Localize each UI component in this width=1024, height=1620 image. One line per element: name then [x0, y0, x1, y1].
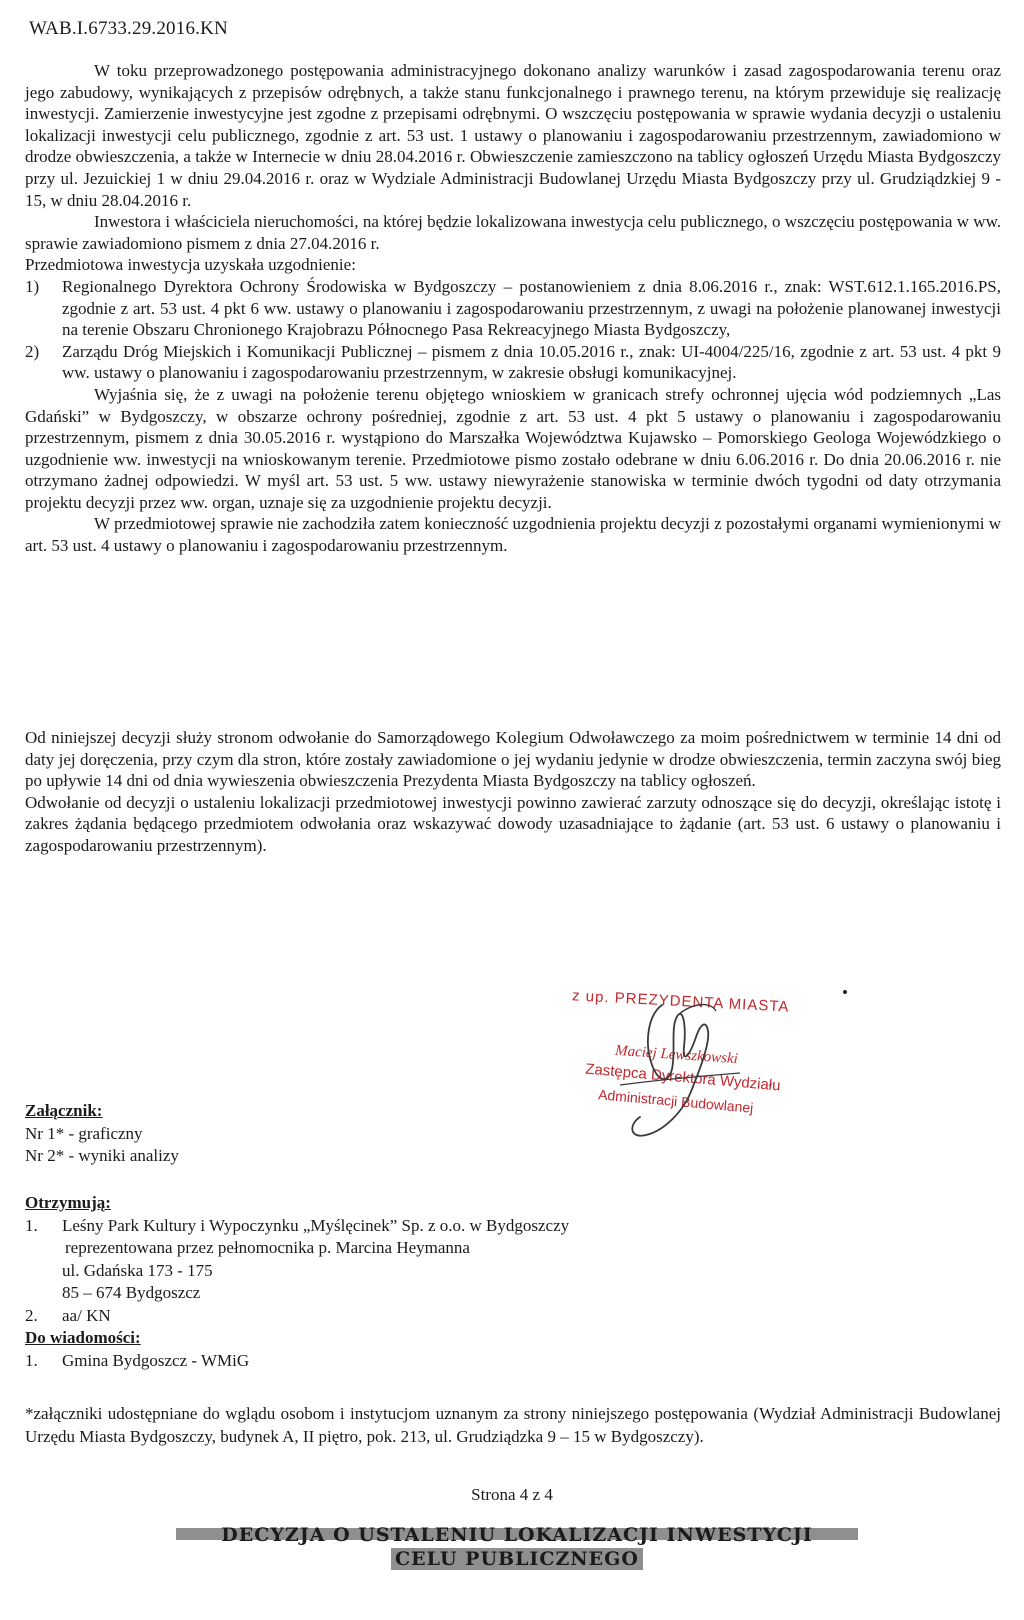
recipients-heading: Otrzymują: — [25, 1193, 111, 1212]
justification-block — [25, 60, 1001, 557]
paragraph-appeal-right: Od niniejszej decyzji służy stronom odwołanie do Samorządowego Kolegium Odwoławczego za moim pośrednictwem w terminie 14 dni od daty jej doręczenia, przy czym dla stron, które zostały zawiadomione o jej wydaniu jedynie w drodze obwieszczenia, termin zaczyna swój bieg po upływie 14 dni od dnia wywieszenia obwieszczenia Prezydenta Miasta Bydgoszczy na tablicy ogłoszeń. — [25, 728, 1001, 791]
appeal-block — [25, 727, 1001, 857]
paragraph-analysis: W toku przeprowadzonego postępowania administracyjnego dokonano analizy warunków i zasad zagospodarowania terenu oraz jego zabudowy, wynikających z przepisów odrębnych, a także stanu funkcjonalnego i prawnego terenu, na którym przewiduje się realizację inwestycji. Zamierzenie inwestycyjne jest zgodne z przepisami odrębnymi. O wszczęciu postępowania w sprawie wydania decyzji o ustaleniu lokalizacji inwestycji celu publicznego, zgodnie z art. 53 ust. 1 ustawy o planowaniu i zagospodarowaniu przestrzennym, zawiadomiono w drodze obwieszczenia, a także w Internecie w dniu 28.04.2016 r. Obwieszczenie zamieszczono na tablicy ogłoszeń Urzędu Miasta Bydgoszczy przy ul. Jezuickiej 1 w dniu 29.04.2016 r. oraz w Wydziale Administracji Budowlanej Urzędu Miasta Bydgoszczy przy ul. Grudziądzkiej 9 - 15, w dniu 28.04.2016 r. — [25, 61, 1001, 210]
recipient-line: reprezentowana przez pełnomocnika p. Marcina Heymanna — [65, 1238, 470, 1257]
paragraph-conclusion: W przedmiotowej sprawie nie zachodziła zatem konieczność uzgodnienia projektu decyzji z pozostałymi organami wymienionymi w art. 53 ust. 4 ustawy o planowaniu i zagospodarowaniu przestrzennym. — [25, 514, 1001, 556]
paragraph-agreements-intro: Przedmiotowa inwestycja uzyskała uzgodnienie: — [25, 255, 356, 275]
stamp-authority-line: z up. PREZYDENTA MIASTA — [571, 987, 790, 1016]
agreement-item — [25, 276, 1001, 341]
stamp-signatory-name: Maciej Lewszkowski — [614, 1042, 739, 1068]
speck-mark — [843, 990, 847, 994]
recipient-number: 2. — [25, 1305, 38, 1325]
banner-line-1: DECYZJA O USTALENIU LOKALIZACJI INWESTYCJI — [176, 1523, 858, 1547]
banner-line-2: CELU PUBLICZNEGO — [391, 1548, 643, 1570]
cc-item — [25, 1350, 1005, 1373]
agreement-item-number: 1) — [25, 276, 40, 296]
attachment-item: Nr 2* - wyniki analizy — [25, 1146, 179, 1165]
paragraph-investor-notice: Inwestora i właściciela nieruchomości, na której będzie lokalizowana inwestycja celu publicznego, o wszczęciu postępowania w ww. sprawie zawiadomiono pismem z dnia 27.04.2016 r. — [25, 212, 1001, 253]
agreement-item-text: Zarządu Dróg Miejskich i Komunikacji Publicznej – pismem z dnia 10.05.2016 r., znak: UI-4004/225/16, zgodnie z art. 53 ust. 4 pkt 9 ww. ustawy o planowaniu i zagospodarowaniu przestrzennym, w zakresie obsługi komunikacyjnej. — [62, 341, 1001, 383]
stamp-department: Administracji Budowlanej — [597, 1086, 755, 1116]
cc-heading: Do wiadomości: — [25, 1328, 141, 1347]
recipients-section — [25, 1192, 1005, 1372]
cc-number: 1. — [25, 1350, 38, 1370]
attachments-footnote: *załączniki udostępniane do wglądu osobom i instytucjom uznanym za strony niniejszego postępowania (Wydział Administracji Budowlanej Urzędu Miasta Bydgoszczy, budynek A, II piętro, pok. 213, ul. Grudziądzka 9 – 15 w Bydgoszczy). — [25, 1404, 1001, 1446]
recipient-number: 1. — [25, 1215, 38, 1235]
agreement-item-text: Regionalnego Dyrektora Ochrony Środowiska w Bydgoszczy – postanowieniem z dnia 8.06.2016 r., znak: WST.612.1.165.2016.PS, zgodnie z art. 53 ust. 4 pkt 6 ww. ustawy o planowaniu i zagospodarowaniu przestrzennym, z uwagi na położenie planowanej inwestycji na terenie Obszaru Chronionego Krajobrazu Północnego Pasa Rekreacyjnego Miasta Bydgoszczy, — [62, 276, 1001, 340]
attachments-section — [25, 1100, 1005, 1168]
paragraph-water-zone: Wyjaśnia się, że z uwagi na położenie terenu objętego wnioskiem w granicach strefy ochronnej ujęcia wód podziemnych „Las Gdański” w Bydgoszczy, w obszarze ochrony pośredniej, zgodnie z art. 53 ust. 4 pkt 5 ustawy o planowaniu i zagospodarowaniu przestrzennym, pismem z dnia 30.05.2016 r. wystąpiono do Marszałka Województwa Kujawsko – Pomorskiego Geologa Wojewódzkiego o uzgodnienie ww. inwestycji na wnioskowanym terenie. Przedmiotowe pismo zostało odebrane w dniu 6.06.2016 r. Do dnia 20.06.2016 r. nie otrzymano żadnej odpowiedzi. W myśl art. 53 ust. 5 ww. ustawy niewyrażenie stanowiska w terminie dwóch tygodni od daty otrzymania projektu decyzji przez ww. organ, uznaje się za uzgodnienie projektu decyzji. — [25, 384, 1001, 512]
stamp-signatory-title: Zastępca Dyrektora Wydziału — [584, 1060, 782, 1095]
decision-title-banner — [176, 1523, 858, 1571]
agreement-item — [25, 341, 1001, 384]
agreement-item-number: 2) — [25, 341, 40, 361]
attachments-heading: Załącznik: — [25, 1101, 103, 1120]
attachment-item: Nr 1* - graficzny — [25, 1123, 143, 1143]
recipient-line: 85 – 674 Bydgoszcz — [62, 1283, 201, 1302]
recipient-line: ul. Gdańska 173 - 175 — [62, 1260, 213, 1280]
recipient-line: Leśny Park Kultury i Wypoczynku „Myślęcinek” Sp. z o.o. w Bydgoszczy — [62, 1215, 570, 1235]
recipient-item — [25, 1305, 1005, 1328]
paragraph-appeal-content: Odwołanie od decyzji o ustaleniu lokalizacji przedmiotowej inwestycji powinno zawierać zarzuty odnoszące się do decyzji, określając istotę i zakres żądania będącego przedmiotem odwołania oraz wskazywać dowody uzasadniające to żądanie (art. 53 ust. 6 ustawy o planowaniu i zagospodarowaniu przestrzennym). — [25, 792, 1001, 855]
page-number: Strona 4 z 4 — [471, 1485, 553, 1504]
recipient-item — [25, 1215, 1005, 1305]
cc-text: Gmina Bydgoszcz - WMiG — [62, 1350, 250, 1370]
case-reference: WAB.I.6733.29.2016.KN — [29, 18, 228, 39]
banner-line-2-wrap — [176, 1547, 858, 1571]
recipient-line: aa/ KN — [62, 1305, 111, 1325]
